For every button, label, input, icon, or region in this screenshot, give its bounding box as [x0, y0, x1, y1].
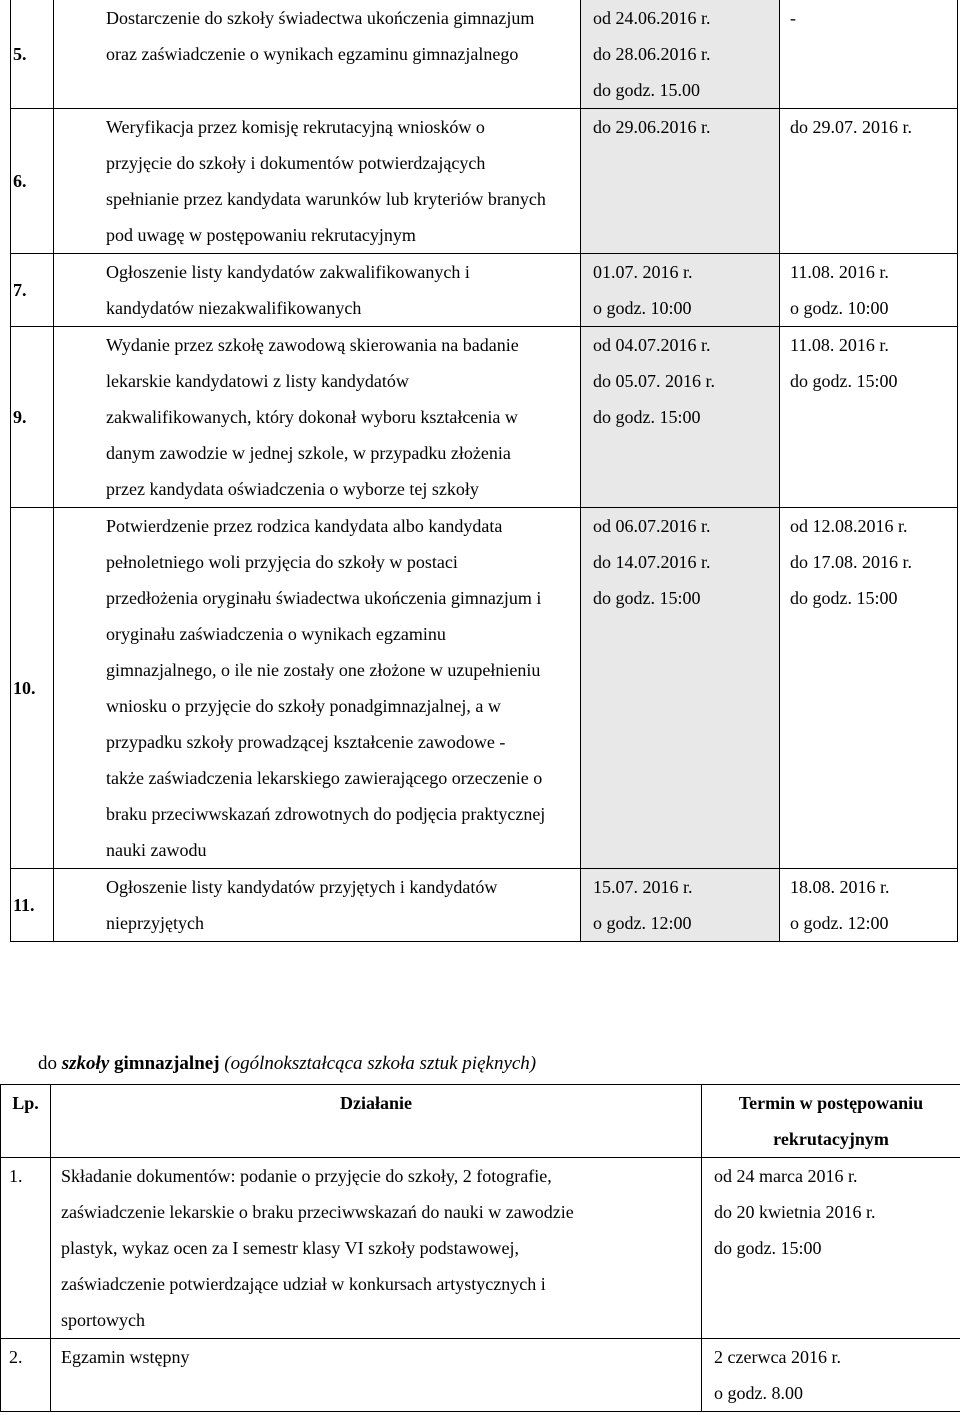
schedule-table-art-school: [0, 1084, 960, 1412]
action-cell: Dostarczenie do szkoły świadectwa ukończenia gimnazjum oraz zaświadczenie o wynikach egzaminu gimnazjalnego: [54, 0, 581, 109]
action-cell: Składanie dokumentów: podanie o przyjęcie do szkoły, 2 fotografie, zaświadczenie lekarskie o braku przeciwwskazań do nauki w zawodzie plastyk, wykaz ocen za I semestr klasy VI szkoły podstawowej, zaświadczenie potwierdzające udział w konkursach artystycznych i sportowych: [51, 1158, 702, 1339]
header-action: Działanie: [51, 1085, 702, 1158]
row-number: 2.: [1, 1339, 51, 1412]
action-cell: Wydanie przez szkołę zawodową skierowania na badanie lekarskie kandydatowi z listy kandydatów zakwalifikowanych, który dokonał wyboru kształcenia w danym zawodzie w jednej szkole, w przypadku złożenia przez kandydata oświadczenia o wyborze tej szkoły: [54, 327, 581, 508]
table-row: [11, 109, 958, 254]
row-number: 9.: [11, 327, 54, 508]
row-number: 10.: [11, 508, 54, 869]
table-row: [11, 508, 958, 869]
date-first-round: 15.07. 2016 r. o godz. 12:00: [581, 869, 780, 942]
row-number: 6.: [11, 109, 54, 254]
header-term: Termin w postępowaniu rekrutacyjnym: [702, 1085, 960, 1158]
row-number: 1.: [1, 1158, 51, 1339]
table-row: [11, 254, 958, 327]
date-first-round: do 29.06.2016 r.: [581, 109, 780, 254]
date-second-round: 11.08. 2016 r. do godz. 15:00: [780, 327, 958, 508]
schedule-table-vocational: [10, 0, 958, 942]
action-cell: Weryfikacja przez komisję rekrutacyjną wniosków o przyjęcie do szkoły i dokumentów potwierdzających spełnianie przez kandydata warunków lub kryteriów branych pod uwagę w postępowaniu rekrutacyjnym: [54, 109, 581, 254]
table-row: [11, 0, 958, 109]
action-cell: Ogłoszenie listy kandydatów przyjętych i kandydatów nieprzyjętych: [54, 869, 581, 942]
date-first-round: od 04.07.2016 r. do 05.07. 2016 r. do godz. 15:00: [581, 327, 780, 508]
date-second-round: 11.08. 2016 r. o godz. 10:00: [780, 254, 958, 327]
header-lp: Lp.: [1, 1085, 51, 1158]
term-cell: 2 czerwca 2016 r. o godz. 8.00: [702, 1339, 960, 1412]
date-first-round: od 24.06.2016 r. do 28.06.2016 r. do godz. 15.00: [581, 0, 780, 109]
table-row: [1, 1339, 960, 1412]
table-row: [11, 327, 958, 508]
table-row: [1, 1158, 960, 1339]
date-second-round: od 12.08.2016 r. do 17.08. 2016 r. do godz. 15:00: [780, 508, 958, 869]
term-cell: od 24 marca 2016 r. do 20 kwietnia 2016 r. do godz. 15:00: [702, 1158, 960, 1339]
section-heading: do szkoły gimnazjalnej (ogólnokształcąca szkoła sztuk pięknych): [38, 1053, 537, 1074]
table-row: [11, 869, 958, 942]
action-cell: Potwierdzenie przez rodzica kandydata albo kandydata pełnoletniego woli przyjęcia do szkoły w postaci przedłożenia oryginału świadectwa ukończenia gimnazjum i oryginału zaświadczenia o wynikach egzaminu gimnazjalnego, o ile nie zostały one złożone w uzupełnieniu wniosku o przyjęcie do szkoły ponadgimnazjalnej, a w przypadku szkoły prowadzącej kształcenie zawodowe - także zaświadczenia lekarskiego zawierającego orzeczenie o braku przeciwwskazań zdrowotnych do podjęcia praktycznej nauki zawodu: [54, 508, 581, 869]
row-number: 7.: [11, 254, 54, 327]
row-number: 5.: [11, 0, 54, 109]
date-second-round: do 29.07. 2016 r.: [780, 109, 958, 254]
date-second-round: 18.08. 2016 r. o godz. 12:00: [780, 869, 958, 942]
date-first-round: 01.07. 2016 r. o godz. 10:00: [581, 254, 780, 327]
action-cell: Ogłoszenie listy kandydatów zakwalifikowanych i kandydatów niezakwalifikowanych: [54, 254, 581, 327]
date-first-round: od 06.07.2016 r. do 14.07.2016 r. do godz. 15:00: [581, 508, 780, 869]
table-header-row: [1, 1085, 960, 1158]
row-number: 11.: [11, 869, 54, 942]
action-cell: Egzamin wstępny: [51, 1339, 702, 1412]
date-second-round: -: [780, 0, 958, 109]
